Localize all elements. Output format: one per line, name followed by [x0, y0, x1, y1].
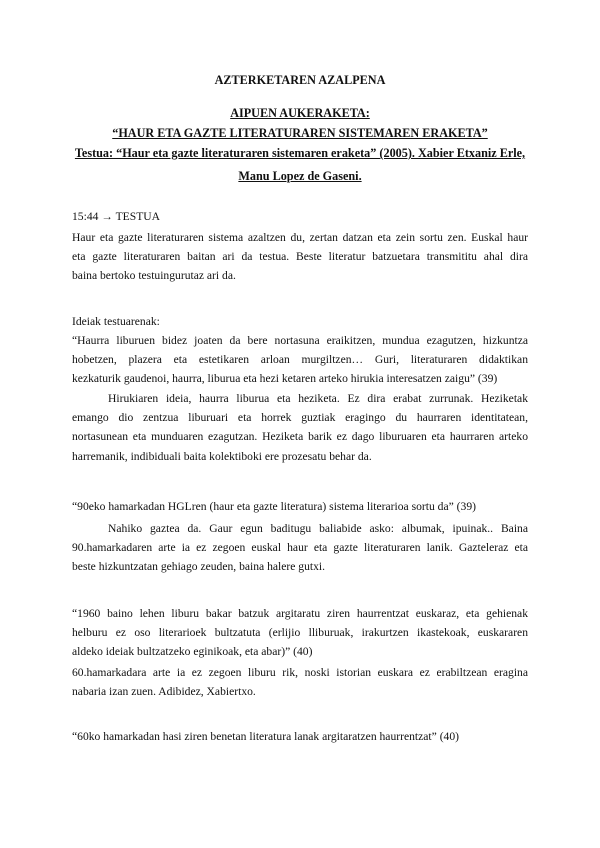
timestamp-label: 15:44 → TESTUA	[72, 210, 161, 223]
text-line: nortasunean eta munduaren ezagutzan. Heziketa barik ez dago liburuaren eta haurraren arteko	[72, 430, 528, 444]
text-line: eta gazte literaturaren baitan ari da testua. Beste literatur batzuetara transmititu ahal dira	[72, 250, 528, 264]
text-line: baina bertoko testuingurutaz ari da.	[72, 269, 236, 283]
text-line: aldeko ideiak bultzatzeko eginikoak, eta abar)” (40)	[72, 645, 313, 659]
quote-3	[72, 604, 528, 662]
paragraph-2	[72, 519, 528, 577]
text-line: harremanik, indibiduali baita kolektiboki ere prozesatu behar da.	[72, 449, 372, 463]
text-line: “Haurra liburuen bidez joaten da bere nortasuna eraikitzen, mundua ezagutzen, hizkuntza	[72, 334, 528, 347]
intro-paragraph	[72, 228, 528, 286]
text-line: Nahiko gaztea da. Gaur egun baditugu baliabide asko: albumak, ipuinak.. Baina	[108, 522, 528, 535]
text-line: 60.hamarkadara arte ia ez zegoen liburu rik, noski istorian euskara ez erabiltzean eragina	[72, 666, 528, 679]
text-line: emango dio zentzua liburuari eta horrek guztiak eragingo du haurraren identitatean,	[72, 411, 528, 425]
quote-2: “90eko hamarkadan HGLren (haur eta gazte literatura) sistema literarioa sortu da” (39)	[72, 500, 476, 513]
source-citation-line-1: Testua: “Haur eta gazte literaturaren sistemaren eraketa” (2005). Xabier Etxaniz Erle,	[74, 146, 526, 160]
quote-4: “60ko hamarkadan hasi ziren benetan literatura lanak argitaratzen haurrentzat” (40)	[72, 730, 460, 743]
text-line: Haur eta gazte literaturaren sistema azaltzen du, zertan datzan eta zein sortu zen. Euskal haur	[72, 231, 528, 244]
text-line: nabaria izan zuen. Adibidez, Xabiertxo.	[72, 685, 256, 699]
source-citation-line-2: Manu Lopez de Gaseni.	[238, 169, 362, 183]
text-line: “1960 baino lehen liburu bakar batzuk argitaratu ziren haurrentzat euskaraz, eta gehienak	[72, 607, 528, 620]
ideas-label: Ideiak testuarenak:	[72, 315, 160, 328]
text-line: hobetzen, plazera eta estetikaren arloan murgiltzen… Guri, literaturaren didaktikan	[72, 353, 528, 367]
text-line: kezkaturik gaudenoi, haurra, liburua eta hezi ketaren arteko hirukia interesatzen zaigu” (39)	[72, 372, 498, 386]
section-heading: AIPUEN AUKERAKETA:	[230, 106, 370, 120]
quoted-title: “HAUR ETA GAZTE LITERATURAREN SISTEMAREN ERAKETA”	[112, 126, 488, 140]
quote-1	[72, 331, 528, 389]
paragraph-3	[72, 663, 528, 701]
paragraph-1	[72, 389, 528, 466]
text-line: 90.hamarkadaren arte ia ez zegoen euskal haur eta gazte literaturaren lanik. Gazteleraz eta	[72, 541, 528, 555]
text-line: helburu ez oso literarioek bultzatuta (erlijio lliburuak, irakurtzen ikastekoak, euskararen	[72, 626, 528, 640]
text-line: beste hizkuntzatan gehiago zeuden, baina halere gutxi.	[72, 560, 326, 574]
page-title: AZTERKETAREN AZALPENA	[214, 73, 386, 87]
text-line: Hirukiaren ideia, haurra liburua eta heziketa. Ez dira erabat zurrunak. Heziketak	[108, 392, 528, 405]
